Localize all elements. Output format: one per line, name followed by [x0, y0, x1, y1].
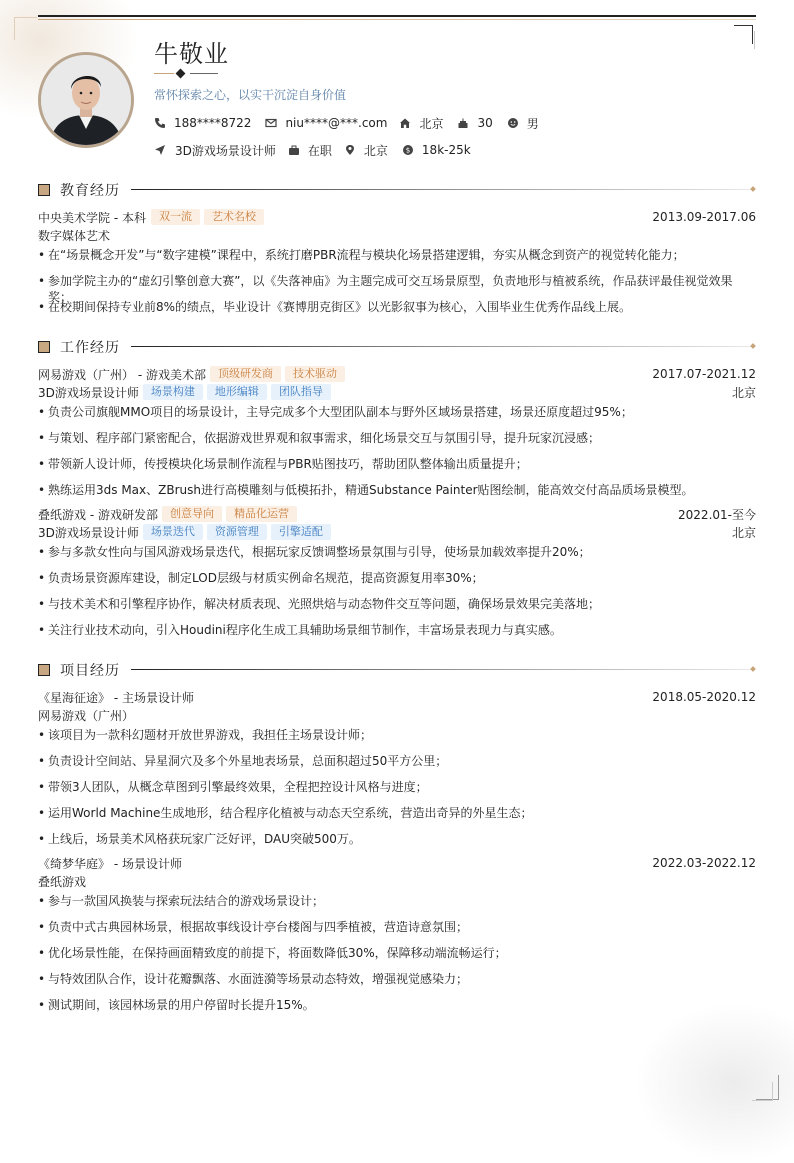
email-value: niu****@***.com	[285, 116, 388, 130]
age-item	[457, 116, 492, 130]
project-org-row	[38, 873, 756, 889]
list-item: • 与策划、程序部门紧密配合，依据游戏世界观和叙事需求，细化场景交互与氛围引导，提升玩家沉浸感；	[38, 430, 756, 446]
project-dates: 2022.03-2022.12	[652, 856, 756, 870]
list-item: • 带领3人团队，从概念草图到引擎最终效果，全程把控设计风格与进度；	[38, 779, 756, 795]
section-marker	[38, 664, 50, 676]
section-title: 工作经历	[60, 340, 120, 356]
company-tag: 顶级研发商	[210, 366, 281, 382]
phone-icon	[154, 117, 166, 129]
work-dates: 2017.07-2021.12	[652, 367, 756, 381]
money-icon	[402, 144, 414, 156]
section-marker	[38, 184, 50, 196]
list-item: • 负责中式古典园林场景，根据故事线设计亭台楼阁与四季植被，营造诗意氛围；	[38, 919, 756, 935]
list-item: • 该项目为一款科幻题材开放世界游戏，我担任主场景设计师；	[38, 727, 756, 743]
role-tag: 场景构建	[143, 384, 203, 400]
salary-value: 18k-25k	[421, 143, 471, 157]
work-role-row	[38, 524, 756, 540]
work-role-row	[38, 384, 756, 400]
list-item: • 与技术美术和引擎程序协作，解决材质表现、光照烘焙与动态物件交互等问题，确保场景效果完美落地；	[38, 596, 756, 612]
list-item: • 与特效团队合作，设计花瓣飘落、水面涟漪等场景动态特效，增强视觉感染力；	[38, 971, 756, 987]
project-header	[38, 689, 756, 705]
list-item: • 优化场景性能，在保持画面精致度的前提下，将面数降低30%，保障移动端流畅运行；	[38, 945, 756, 961]
section-line	[131, 189, 751, 190]
cake-icon	[457, 117, 469, 129]
motto: 常怀探索之心，以实干沉淀自身价值	[154, 88, 347, 102]
work-role: 3D游戏场景设计师	[38, 525, 139, 540]
role-tag: 资源管理	[207, 524, 267, 540]
project-title: 《绮梦华庭》 - 场景设计师	[38, 856, 182, 871]
role-tag: 场景迭代	[143, 524, 203, 540]
project-dates: 2018.05-2020.12	[652, 690, 756, 704]
project-org-row	[38, 707, 756, 723]
corner-decor-top-right-inner	[740, 31, 755, 49]
hometown-item	[399, 115, 443, 132]
briefcase-icon	[288, 144, 300, 156]
salary-item	[402, 143, 471, 157]
hometown-value: 北京	[419, 116, 444, 131]
list-item: • 负责设计空间站、异星洞穴及多个外星地表场景，总面积超过50平方公里；	[38, 753, 756, 769]
company-tag: 技术驱动	[285, 366, 345, 382]
candidate-name: 牛敬业	[154, 40, 229, 68]
status-value: 在职	[307, 143, 332, 158]
education-dates: 2013.09-2017.06	[652, 210, 756, 224]
mail-icon	[265, 117, 277, 129]
work-dates: 2022.01-至今	[678, 507, 756, 522]
section-title: 教育经历	[60, 183, 120, 199]
city-value: 北京	[363, 143, 388, 158]
project-org: 叠纸游戏	[38, 874, 87, 889]
gender-value: 男	[526, 116, 539, 131]
education-major: 数字媒体艺术	[38, 228, 111, 243]
position-value: 3D游戏场景设计师	[175, 143, 276, 158]
company-tag: 创意导向	[162, 506, 222, 522]
list-item: • 负责场景资源库建设，制定LOD层级与材质实例命名规范，提高资源复用率30%；	[38, 570, 756, 586]
phone-value: 188****8722	[174, 116, 252, 130]
avatar	[38, 52, 134, 148]
svg-text:$: $	[405, 146, 411, 155]
home-icon	[399, 117, 411, 129]
section-line	[131, 346, 751, 347]
section-diamond	[750, 343, 756, 349]
smile-icon	[507, 117, 519, 129]
project-org: 网易游戏（广州）	[38, 708, 135, 723]
section-line	[131, 669, 751, 670]
corner-decor-bottom-right-inner	[752, 1082, 773, 1101]
section-diamond	[750, 666, 756, 672]
list-item: • 负责公司旗舰MMO项目的场景设计，主导完成多个大型团队副本与野外区域场景搭建，场景还原度超过95%；	[38, 404, 756, 420]
work-header	[38, 506, 756, 522]
list-item: • 参与多款女性向与国风游戏场景迭代，根据玩家反馈调整场景氛围与引导，使场景加载效率提升20%；	[38, 544, 756, 560]
list-item: • 上线后，场景美术风格获玩家广泛好评，DAU突破500万。	[38, 831, 756, 847]
city-item	[344, 142, 388, 159]
send-icon	[154, 144, 166, 156]
project-title: 《星海征途》 - 主场景设计师	[38, 690, 194, 705]
section-education	[38, 182, 756, 198]
education-tag: 双一流	[151, 209, 200, 225]
company-name: 叠纸游戏 - 游戏研发部	[38, 507, 158, 522]
work-role: 3D游戏场景设计师	[38, 385, 139, 400]
contact-row	[154, 115, 539, 131]
work-header	[38, 366, 756, 382]
phone-item	[154, 116, 251, 130]
top-rule	[38, 15, 756, 17]
role-tag: 地形编辑	[207, 384, 267, 400]
project-header	[38, 855, 756, 871]
status-item	[288, 142, 332, 159]
list-item: • 关注行业技术动向，引入Houdini程序化生成工具辅助场景细节制作，丰富场景表现力与真实感。	[38, 622, 756, 638]
list-item: • 参加学院主办的“虚幻引擎创意大赛”，以《失落神庙》为主题完成可交互场景原型，负责地形与植被系统，作品获评最佳视觉效果奖；	[38, 273, 756, 305]
section-diamond	[750, 186, 756, 192]
list-item: • 在校期间保持专业前8%的绩点，毕业设计《赛博朋克街区》以光影叙事为核心，入围毕业生优秀作品线上展。	[38, 299, 756, 315]
list-item: • 测试期间，该园林场景的用户停留时长提升15%。	[38, 997, 756, 1013]
company-name: 网易游戏（广州） - 游戏美术部	[38, 367, 206, 382]
list-item: • 参与一款国风换装与探索玩法结合的游戏场景设计；	[38, 893, 756, 909]
position-item	[154, 142, 276, 159]
corner-decor-top-left	[14, 17, 37, 40]
work-location: 北京	[731, 385, 756, 400]
education-tag: 艺术名校	[204, 209, 264, 225]
name-divider	[154, 69, 220, 79]
section-marker	[38, 341, 50, 353]
list-item: • 运用World Machine生成地形，结合程序化植被与动态天空系统，营造出奇异的外星生态；	[38, 805, 756, 821]
section-projects	[38, 662, 756, 678]
list-item: • 熟练运用3ds Max、ZBrush进行高模雕刻与低模拓扑，精通Substance Painter贴图绘制，能高效交付高品质场景模型。	[38, 482, 756, 498]
role-tag: 团队指导	[271, 384, 331, 400]
age-value: 30	[477, 116, 493, 130]
role-tag: 引擎适配	[271, 524, 331, 540]
list-item: • 带领新人设计师，传授模块化场景制作流程与PBR贴图技巧，帮助团队整体输出质量提升；	[38, 456, 756, 472]
education-header	[38, 209, 756, 225]
top-rule-accent	[38, 19, 756, 20]
email-item	[265, 116, 387, 130]
work-location: 北京	[731, 525, 756, 540]
education-major-row	[38, 227, 756, 243]
section-work	[38, 339, 756, 355]
list-item: • 在“场景概念开发”与“数字建模”课程中，系统打磨PBR流程与模块化场景搭建逻辑，夯实从概念到资产的视觉转化能力；	[38, 247, 756, 263]
school-name: 中央美术学院 - 本科	[38, 210, 146, 225]
location-pin-icon	[344, 144, 356, 156]
section-title: 项目经历	[60, 663, 120, 679]
gender-item	[507, 115, 539, 132]
job-intent-row	[154, 142, 471, 158]
company-tag: 精品化运营	[226, 506, 297, 522]
